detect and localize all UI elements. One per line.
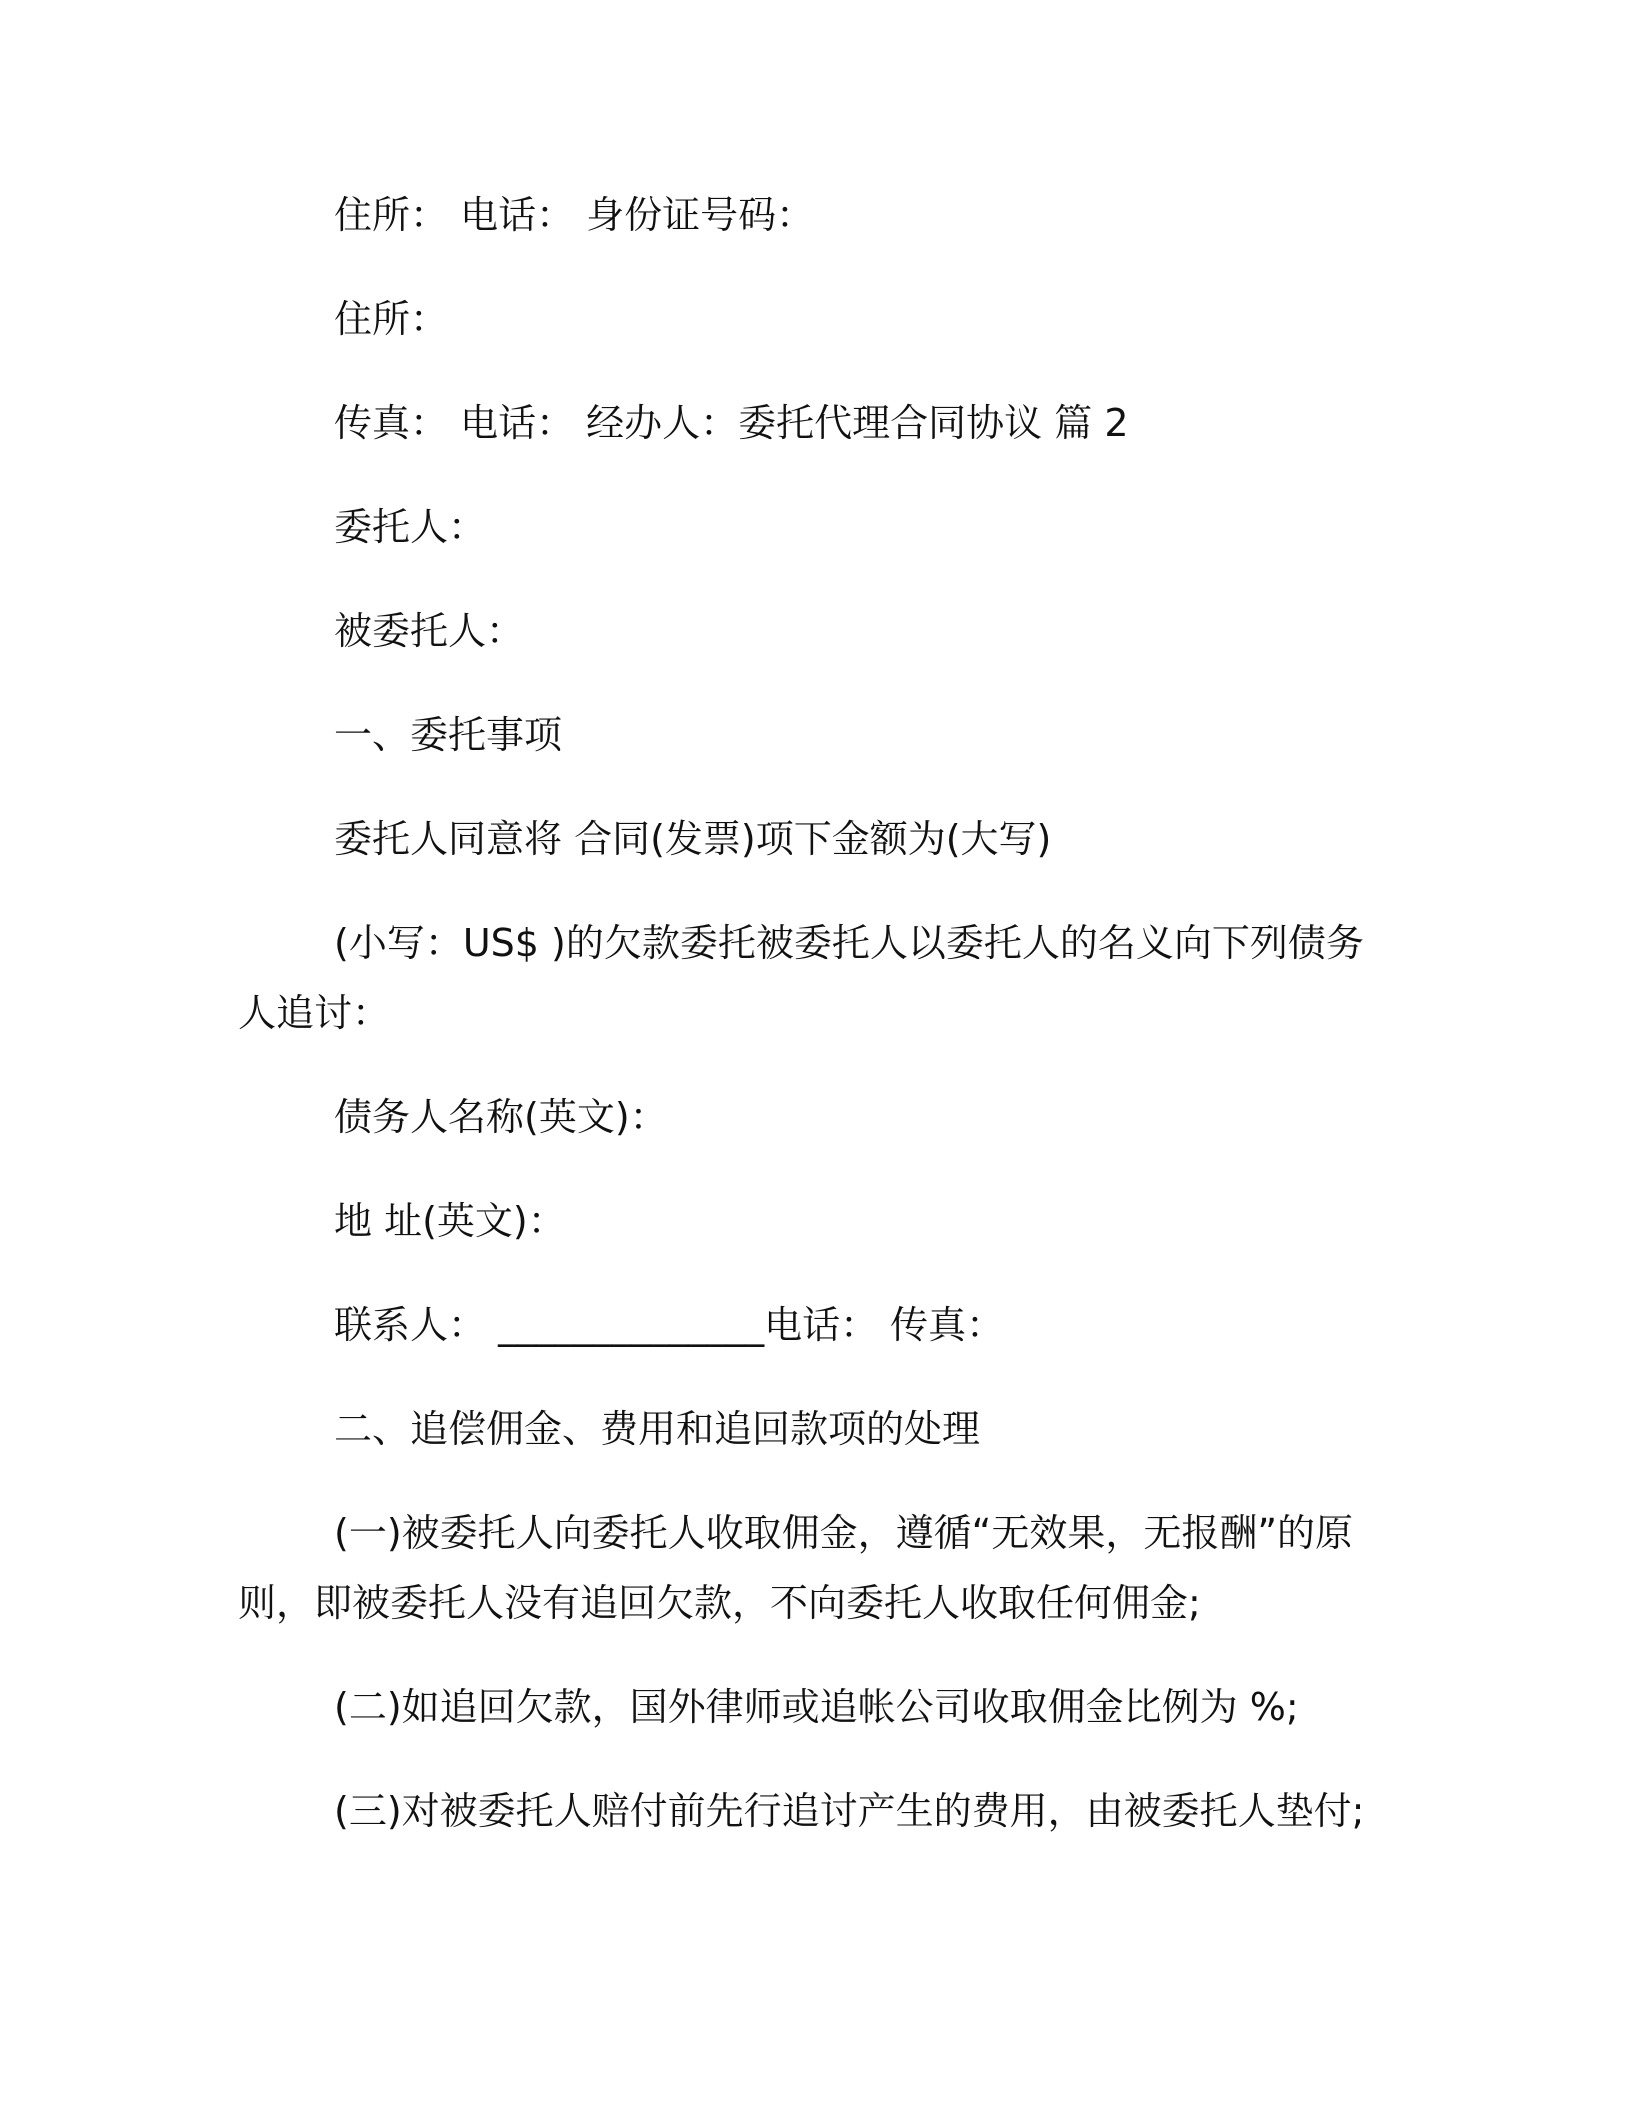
clause-two: (二)如追回欠款，国外律师或追帐公司收取佣金比例为 %;: [334, 1685, 1299, 1729]
debt-collection-paragraph: (小写：US$ )的欠款委托被委托人以委托人的名义向下列债务人追讨：: [238, 921, 1364, 1035]
residence-phone-id-line: 住所： 电话： 身份证号码：: [334, 193, 815, 237]
contact-phone-fax-line: 联系人： ______________电话： 传真：: [334, 1303, 1005, 1347]
agent-line: 被委托人：: [334, 609, 525, 653]
debtor-name-line: 债务人名称(英文)：: [334, 1095, 668, 1139]
section-heading-entrustment: 一、委托事项: [334, 713, 563, 757]
document-body: [238, 180, 1368, 1880]
contract-amount-line: 委托人同意将 合同(发票)项下金额为(大写): [334, 817, 1052, 861]
debtor-address-line: 地 址(英文)：: [334, 1199, 566, 1243]
clause-three: (三)对被委托人赔付前先行追讨产生的费用，由被委托人垫付;: [334, 1789, 1365, 1833]
fax-phone-handler-line: 传真： 电话： 经办人：委托代理合同协议 篇 2: [334, 401, 1129, 445]
residence-line: 住所：: [334, 297, 449, 341]
section-heading-commission: 二、追偿佣金、费用和追回款项的处理: [334, 1407, 981, 1451]
clause-one: (一)被委托人向委托人收取佣金，遵循“无效果，无报酬”的原则，即被委托人没有追回欠款，不向委托人收取任何佣金;: [238, 1511, 1354, 1625]
principal-line: 委托人：: [334, 505, 487, 549]
